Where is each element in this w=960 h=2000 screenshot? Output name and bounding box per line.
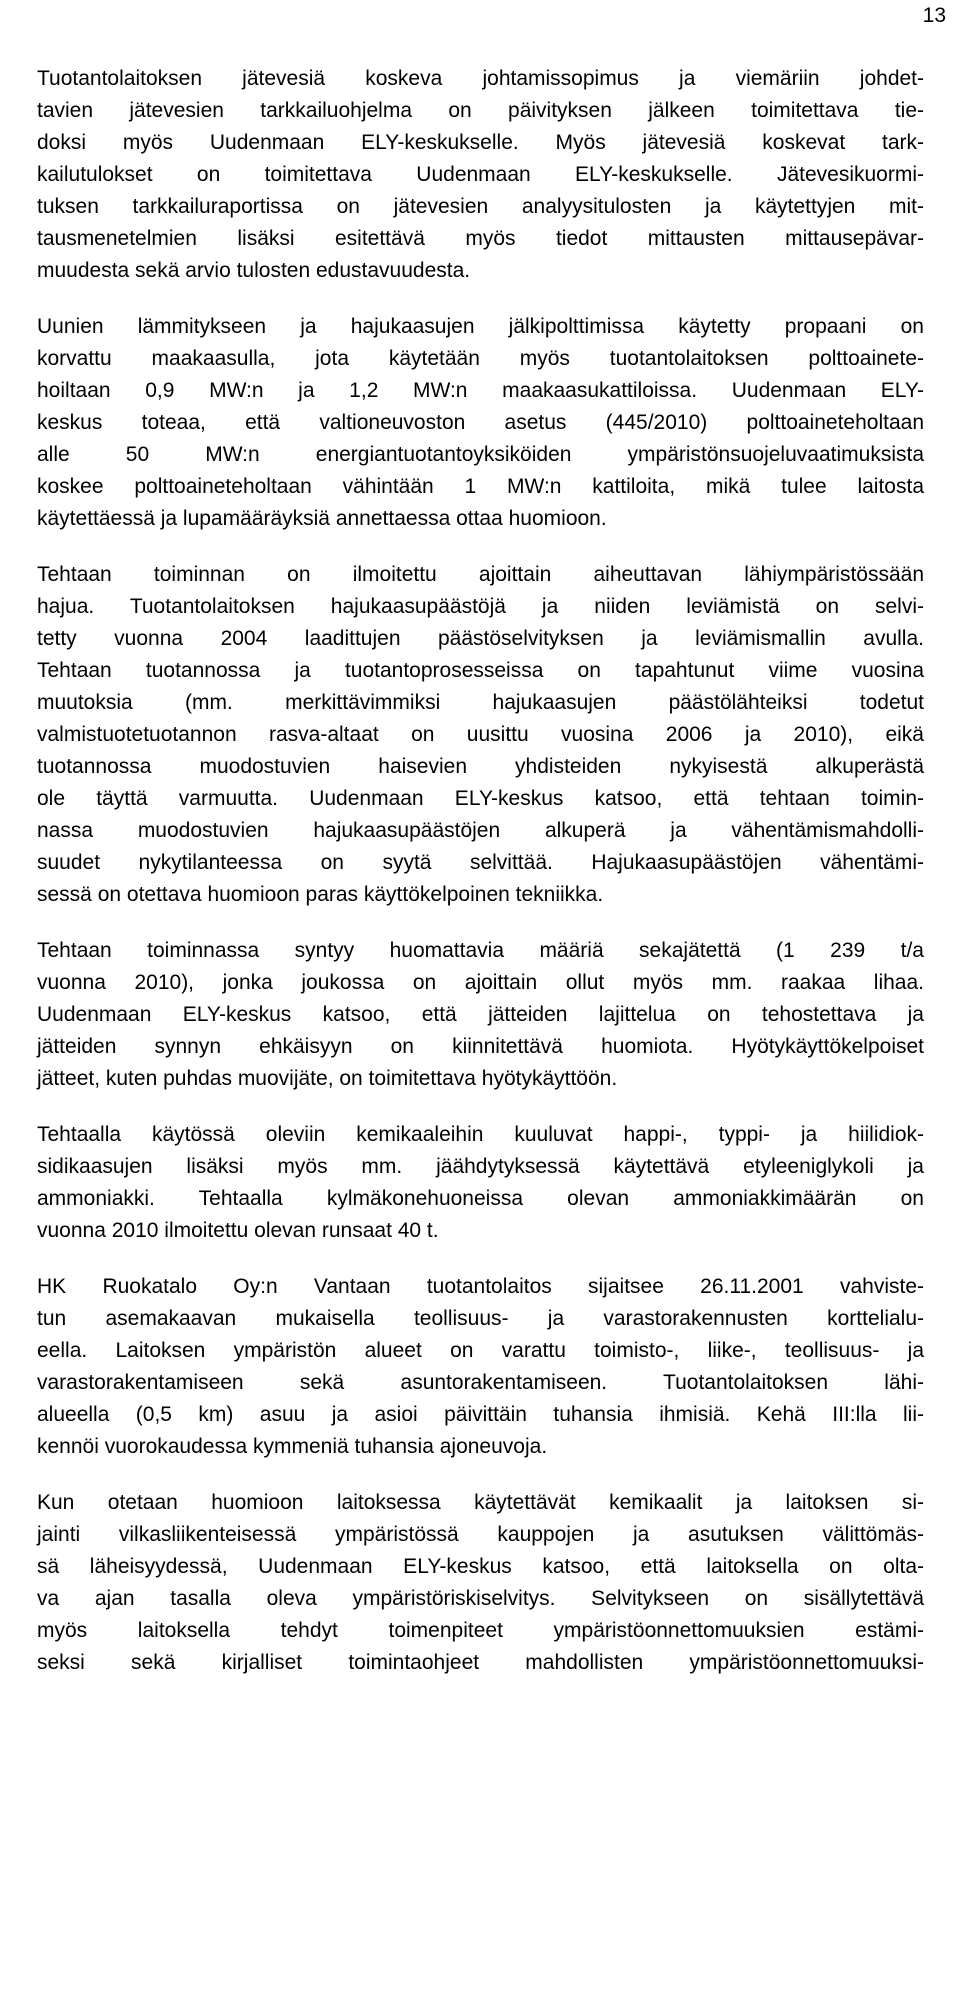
text-line: valmistuotetuotannon rasva-altaat on uusittu vuosina 2006 ja 2010), eikä xyxy=(37,723,924,746)
paragraph-wastewater xyxy=(37,63,924,287)
text-line: vuonna 2010), jonka joukossa on ajoittain ollut myös mm. raakaa lihaa. xyxy=(37,971,924,994)
paragraph-risk-assessment xyxy=(37,1487,924,1679)
text-line: keskus toteaa, että valtioneuvoston asetus (445/2010) polttoaineteholtaan xyxy=(37,411,924,434)
text-line: va ajan tasalla oleva ympäristöriskiselvitys. Selvitykseen on sisällytettävä xyxy=(37,1587,924,1610)
text-line: varastorakentamiseen sekä asuntorakentamiseen. Tuotantolaitoksen lähi- xyxy=(37,1371,924,1394)
text-line: ole täyttä varmuutta. Uudenmaan ELY-keskus katsoo, että tehtaan toimin- xyxy=(37,787,924,810)
text-line: korvattu maakaasulla, jota käytetään myös tuotantolaitoksen polttoainete- xyxy=(37,347,924,370)
text-line: HK Ruokatalo Oy:n Vantaan tuotantolaitos sijaitsee 26.11.2001 vahviste- xyxy=(37,1275,924,1298)
text-line: sä läheisyydessä, Uudenmaan ELY-keskus katsoo, että laitoksella on olta- xyxy=(37,1555,924,1578)
text-line: alle 50 MW:n energiantuotantoyksiköiden ympäristönsuojeluvaatimuksista xyxy=(37,443,924,466)
text-line: muutoksia (mm. merkittävimmiksi hajukaasujen päästölähteiksi todetut xyxy=(37,691,924,714)
document-body xyxy=(37,63,924,1703)
text-line: Uudenmaan ELY-keskus katsoo, että jätteiden lajittelua on tehostettava ja xyxy=(37,1003,924,1026)
text-line: jätteet, kuten puhdas muovijäte, on toimitettava hyötykäyttöön. xyxy=(37,1067,618,1090)
text-line: nassa muodostuvien hajukaasupäästöjen alkuperä ja vähentämismahdolli- xyxy=(37,819,924,842)
text-line: Tehtaan toiminnan on ilmoitettu ajoittain aiheuttavan lähiympäristössään xyxy=(37,563,924,586)
paragraph-boilers xyxy=(37,311,924,535)
page-number: 13 xyxy=(922,4,946,27)
text-line: kennöi vuorokaudessa kymmeniä tuhansia ajoneuvoja. xyxy=(37,1435,548,1458)
text-line: doksi myös Uudenmaan ELY-keskukselle. Myös jätevesiä koskevat tark- xyxy=(37,131,924,154)
text-line: alueella (0,5 km) asuu ja asioi päivittäin tuhansia ihmisiä. Kehä III:lla lii- xyxy=(37,1403,924,1426)
text-line: Tuotantolaitoksen jätevesiä koskeva johtamissopimus ja viemäriin johdet- xyxy=(37,67,924,90)
text-line: tetty vuonna 2004 laadittujen päästöselvityksen ja leviämismallin avulla. xyxy=(37,627,924,650)
paragraph-chemicals xyxy=(37,1119,924,1247)
text-line: suudet nykytilanteessa on syytä selvittää. Hajukaasupäästöjen vähentämi- xyxy=(37,851,924,874)
paragraph-odour xyxy=(37,559,924,911)
text-line: tavien jätevesien tarkkailuohjelma on päivityksen jälkeen toimitettava tie- xyxy=(37,99,924,122)
text-line: Tehtaan tuotannossa ja tuotantoprosesseissa on tapahtunut viime vuosina xyxy=(37,659,924,682)
text-line: Uunien lämmitykseen ja hajukaasujen jälkipolttimissa käytetty propaani on xyxy=(37,315,924,338)
text-line: käytettäessä ja lupamääräyksiä annettaessa ottaa huomioon. xyxy=(37,507,607,530)
text-line: sidikaasujen lisäksi myös mm. jäähdytyksessä käytettävä etyleeniglykoli ja xyxy=(37,1155,924,1178)
text-line: hajua. Tuotantolaitoksen hajukaasupäästöjä ja niiden leviämistä on selvi- xyxy=(37,595,924,618)
text-line: sessä on otettava huomioon paras käyttökelpoinen tekniikka. xyxy=(37,883,604,906)
text-line: kailutulokset on toimitettava Uudenmaan ELY-keskukselle. Jätevesikuormi- xyxy=(37,163,924,186)
text-line: ammoniakki. Tehtaalla kylmäkonehuoneissa olevan ammoniakkimäärän on xyxy=(37,1187,924,1210)
text-line: Kun otetaan huomioon laitoksessa käytettävät kemikaalit ja laitoksen si- xyxy=(37,1491,924,1514)
text-line: Tehtaalla käytössä oleviin kemikaaleihin kuuluvat happi-, typpi- ja hiilidiok- xyxy=(37,1123,924,1146)
text-line: seksi sekä kirjalliset toimintaohjeet mahdollisten ympäristöonnettomuuksi- xyxy=(37,1651,924,1674)
text-line: hoiltaan 0,9 MW:n ja 1,2 MW:n maakaasukattiloissa. Uudenmaan ELY- xyxy=(37,379,924,402)
text-line: tuksen tarkkailuraportissa on jätevesien analyysitulosten ja käytettyjen mit- xyxy=(37,195,924,218)
text-line: tun asemakaavan mukaisella teollisuus- ja varastorakennusten korttelialu- xyxy=(37,1307,924,1330)
text-line: myös laitoksella tehdyt toimenpiteet ympäristöonnettomuuksien estämi- xyxy=(37,1619,924,1642)
text-line: jainti vilkasliikenteisessä ympäristössä kauppojen ja asutuksen välittömäs- xyxy=(37,1523,924,1546)
text-line: vuonna 2010 ilmoitettu olevan runsaat 40 t. xyxy=(37,1219,439,1242)
text-line: jätteiden synnyn ehkäisyyn on kiinnitettävä huomiota. Hyötykäyttökelpoiset xyxy=(37,1035,924,1058)
text-line: tausmenetelmien lisäksi esitettävä myös tiedot mittausten mittausepävar- xyxy=(37,227,924,250)
text-line: koskee polttoaineteholtaan vähintään 1 MW:n kattiloita, mikä tulee laitosta xyxy=(37,475,924,498)
text-line: Tehtaan toiminnassa syntyy huomattavia määriä sekajätettä (1 239 t/a xyxy=(37,939,924,962)
text-line: muudesta sekä arvio tulosten edustavuudesta. xyxy=(37,259,471,282)
paragraph-location xyxy=(37,1271,924,1463)
paragraph-waste xyxy=(37,935,924,1095)
text-line: tuotannossa muodostuvien haisevien yhdisteiden nykyisestä alkuperästä xyxy=(37,755,924,778)
text-line: eella. Laitoksen ympäristön alueet on varattu toimisto-, liike-, teollisuus- ja xyxy=(37,1339,924,1362)
